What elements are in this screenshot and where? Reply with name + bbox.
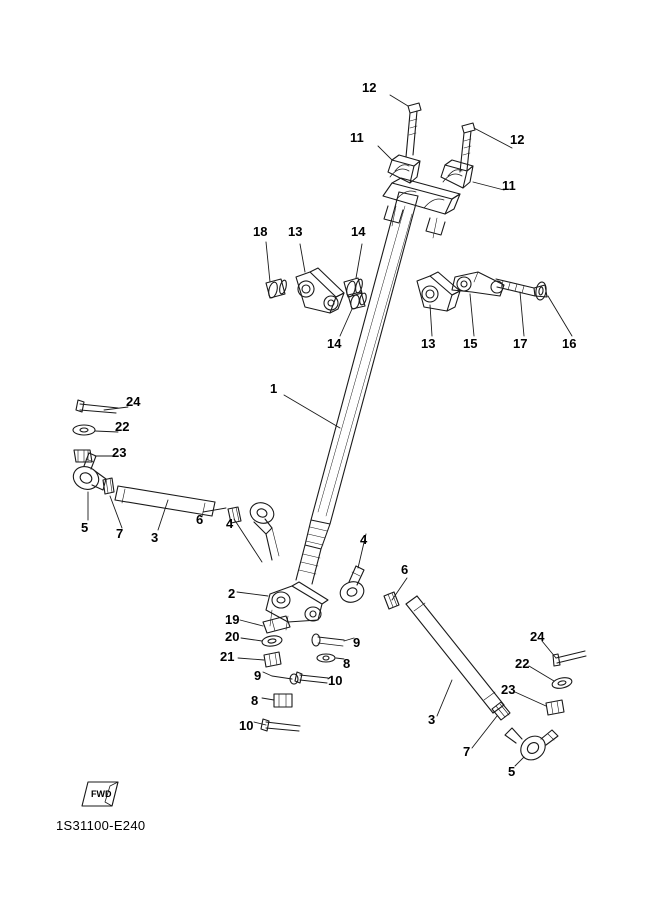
washer-part-22-right	[551, 676, 573, 690]
callout-18: 18	[253, 224, 268, 239]
cotter-pin-part-24-left	[76, 400, 118, 413]
callout-7-right: 7	[463, 744, 471, 759]
callout-5-left: 5	[81, 520, 89, 535]
washer-part-22-left	[73, 425, 95, 435]
tie-rod-end-right-part-5	[505, 728, 558, 765]
nut-part-6-right	[384, 592, 399, 609]
callout-24-right: 24	[530, 629, 545, 644]
washer-part-16	[535, 281, 547, 300]
steering-bracket-left-part-13	[296, 268, 344, 313]
callout-4-right: 4	[360, 532, 368, 547]
callout-3-right: 3	[428, 712, 436, 727]
callout-21: 21	[220, 649, 235, 664]
bolt-part-9-left	[272, 674, 298, 684]
cotter-pin-part-10-left	[261, 719, 300, 731]
callout-9-right: 9	[353, 635, 361, 650]
steering-shaft-part-1	[296, 192, 418, 584]
lock-nut-right-part-7	[492, 702, 510, 720]
callout-23-left: 23	[112, 445, 127, 460]
callout-4-left: 4	[226, 516, 234, 531]
callout-8-right: 8	[343, 656, 351, 671]
nut-part-21	[264, 652, 281, 667]
handlebar-holder-bolt-upper-left-part-12	[406, 103, 421, 157]
callout-11-upper-left: 11	[350, 130, 364, 145]
callout-2: 2	[228, 586, 236, 601]
callout-11-upper-right: 11	[502, 178, 516, 193]
bushing-part-18	[266, 279, 288, 299]
tie-rod-right-part-3	[406, 596, 504, 713]
callout-9-left: 9	[254, 668, 262, 683]
callout-3-left: 3	[151, 530, 159, 545]
callout-22-left: 22	[115, 419, 130, 434]
callout-1: 1	[270, 381, 278, 396]
callout-16: 16	[562, 336, 577, 351]
leader-lines	[88, 95, 572, 766]
handlebar-holder-bolt-upper-right-part-12	[460, 123, 475, 172]
callout-10-left: 10	[239, 718, 254, 733]
callout-15: 15	[463, 336, 478, 351]
callout-13-left: 13	[288, 224, 303, 239]
callout-5-right: 5	[508, 764, 516, 779]
shaft-bracket-part-19	[263, 616, 290, 633]
diagram-part-code: 1S31100-E240	[56, 818, 146, 833]
washer-part-8-right	[317, 654, 335, 662]
fwd-marker-label: FWD	[91, 789, 112, 799]
callout-22-right: 22	[515, 656, 530, 671]
nut-part-8-left	[274, 694, 292, 707]
ball-joint-left-part-4	[247, 499, 279, 560]
callout-17: 17	[513, 336, 528, 351]
cotter-pin-part-10-right	[295, 672, 328, 683]
callout-12-upper-right: 12	[510, 132, 525, 147]
bushing-part-20	[261, 635, 282, 648]
ball-joint-right-part-4	[337, 566, 366, 606]
handlebar-holder-upper-right-part-11	[441, 160, 473, 188]
callout-19: 19	[225, 612, 240, 627]
callout-7-left: 7	[116, 526, 124, 541]
callout-10-right: 10	[328, 673, 343, 688]
steering-bracket-right-part-13	[417, 272, 460, 311]
cotter-pin-part-24-right	[553, 651, 586, 666]
bushing-part-14-upper	[344, 278, 364, 298]
callout-12-upper-left: 12	[362, 80, 377, 95]
callout-6-right: 6	[401, 562, 409, 577]
callout-23-right: 23	[501, 682, 516, 697]
callout-14-lower: 14	[327, 336, 342, 351]
callout-24-left: 24	[126, 394, 141, 409]
steering-arm-part-2	[266, 582, 328, 630]
bolt-part-9-right	[312, 634, 344, 646]
callout-6-left: 6	[196, 512, 204, 527]
castle-nut-part-23-right	[546, 700, 564, 715]
callout-20: 20	[225, 629, 240, 644]
callout-14-upper: 14	[351, 224, 366, 239]
callout-8-left: 8	[251, 693, 259, 708]
callout-13-right: 13	[421, 336, 436, 351]
